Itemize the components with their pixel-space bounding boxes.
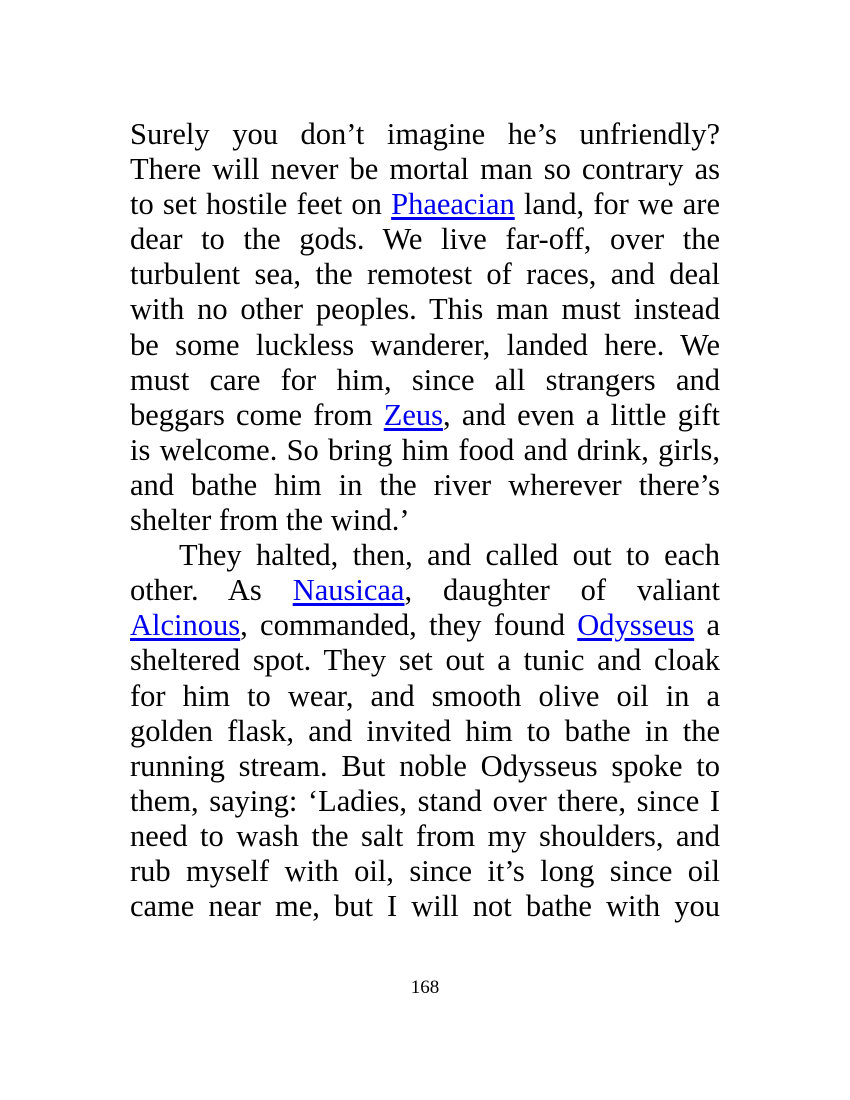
text-span: a [694, 608, 720, 643]
text-line [130, 784, 720, 819]
text-line [130, 679, 720, 714]
paragraph [130, 117, 720, 538]
text-line [130, 222, 720, 257]
text-line [130, 398, 720, 433]
text-line [130, 257, 720, 292]
page-number: 168 [410, 977, 440, 998]
text-span: for him to wear, and smooth olive oil in a [130, 678, 720, 713]
link-alcinous[interactable]: Alcinous [130, 608, 241, 643]
text-line [130, 714, 720, 749]
text-span: There will never be mortal man so contrary as [130, 152, 720, 187]
text-line [130, 433, 720, 468]
text-line [130, 503, 720, 538]
page-body [130, 117, 720, 924]
link-odysseus[interactable]: Odysseus [577, 608, 695, 643]
text-span: other. As [130, 573, 293, 608]
link-nausicaa[interactable]: Nausicaa [292, 573, 405, 608]
text-line [130, 573, 720, 608]
text-line [130, 117, 720, 152]
text-span: , commanded, they found [240, 608, 578, 643]
text-span: They halted, then, and called out to each [179, 538, 720, 573]
text-span: dear to the gods. We live far-off, over the [130, 222, 720, 257]
text-span: came near me, but I will not bathe with you [130, 889, 720, 924]
text-span: with no other peoples. This man must instead [130, 292, 720, 327]
text-span: be some luckless wanderer, landed here. We [130, 327, 720, 362]
text-line [130, 152, 720, 187]
text-span: turbulent sea, the remotest of races, and deal [130, 257, 720, 292]
text-span: and bathe him in the river wherever there’s [130, 467, 720, 502]
text-span: land, for we are [514, 187, 720, 222]
text-line [130, 643, 720, 678]
text-span: Surely you don’t imagine he’s unfriendly? [130, 117, 720, 151]
text-span: sheltered spot. They set out a tunic and cloak [130, 643, 720, 678]
text-line [130, 889, 720, 924]
text-span: them, saying: ‘Ladies, stand over there, since I [130, 783, 720, 818]
text-line [130, 608, 720, 643]
text-span: rub myself with oil, since it’s long since oil [130, 853, 720, 888]
text-span: is welcome. So bring him food and drink, girls, [130, 432, 720, 467]
paragraph [130, 538, 720, 924]
text-span: need to wash the salt from my shoulders, and [130, 818, 720, 853]
text-span: , daughter of valiant [404, 573, 720, 608]
text-line [130, 328, 720, 363]
text-line [130, 468, 720, 503]
text-line [130, 363, 720, 398]
text-span: to set hostile feet on [130, 187, 392, 222]
text-span: shelter from the wind.’ [130, 503, 410, 538]
text-line [130, 819, 720, 854]
text-line [130, 292, 720, 327]
text-span: golden flask, and invited him to bathe in the [130, 713, 720, 748]
text-line [130, 187, 720, 222]
text-line [130, 749, 720, 784]
text-line [130, 538, 720, 573]
link-zeus[interactable]: Zeus [383, 397, 444, 432]
text-span: , and even a little gift [443, 397, 721, 432]
text-line [130, 854, 720, 889]
link-phaeacian[interactable]: Phaeacian [391, 187, 515, 222]
text-span: must care for him, since all strangers and [130, 362, 720, 397]
text-span: running stream. But noble Odysseus spoke to [130, 748, 720, 783]
text-span: beggars come from [130, 397, 384, 432]
